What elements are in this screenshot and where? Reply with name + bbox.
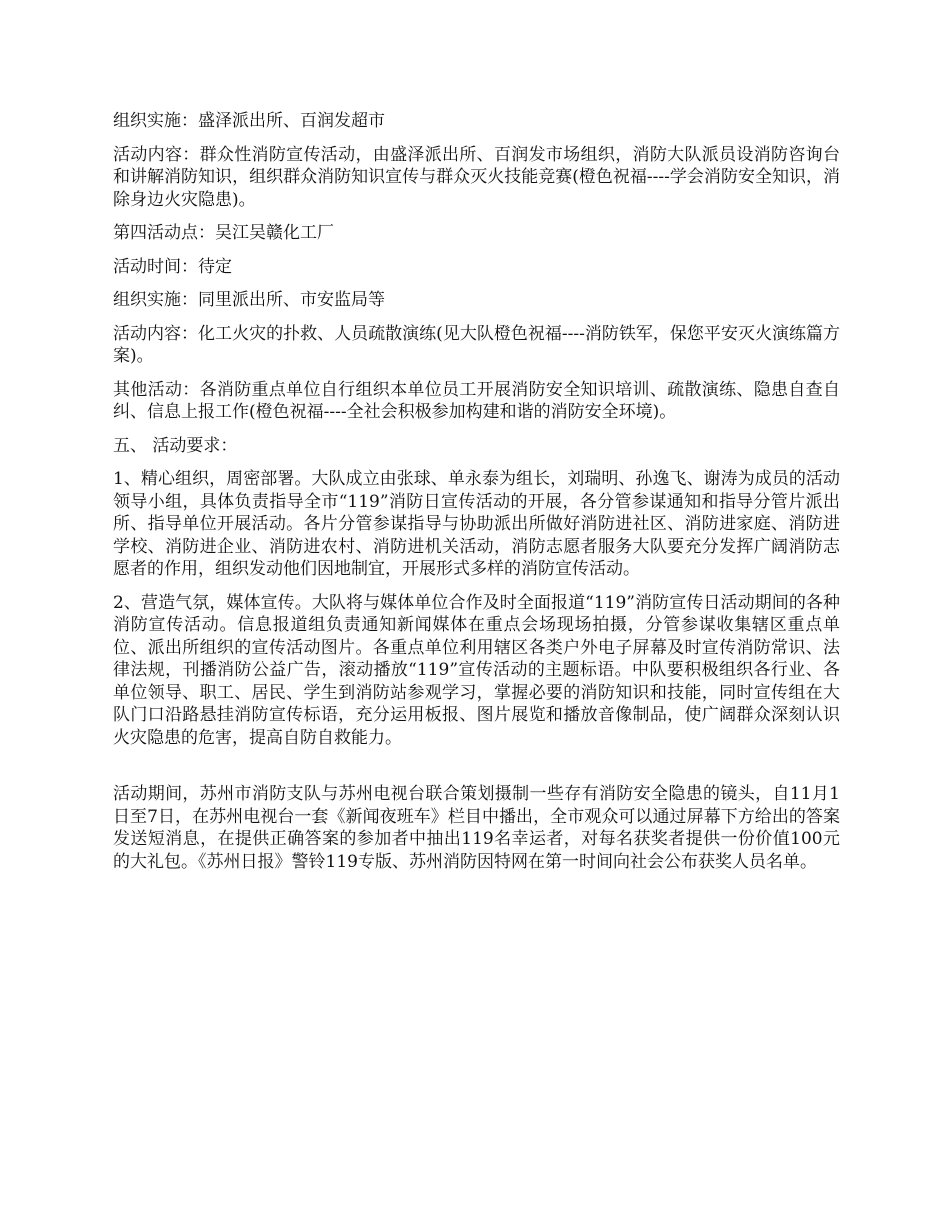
document-body <box>113 110 840 884</box>
paragraph-content-shengze: 活动内容：群众性消防宣传活动，由盛泽派出所、百润发市场组织，消防大队派员设消防咨询台和讲解消防知识，组织群众消防知识宣传与群众灭火技能竞赛(橙色祝福----学会消防安全知识，消除身边火灾隐患)。 <box>113 144 840 210</box>
paragraph-organizer-tongli: 组织实施：同里派出所、市安监局等 <box>113 290 385 310</box>
paragraph-content-chemical: 活动内容：化工火灾的扑救、人员疏散演练(见大队橙色祝福----消防铁军，保您平安灭火演练篇方案)。 <box>113 323 840 366</box>
paragraph-fourth-location: 第四活动点：吴江吴赣化工厂 <box>113 223 334 243</box>
paragraph-organizer-shengze: 组织实施：盛泽派出所、百润发超市 <box>113 111 385 131</box>
paragraph-activity-time: 活动时间：待定 <box>113 256 232 277</box>
paragraph-requirement-1: 1、精心组织，周密部署。大队成立由张球、单永泰为组长，刘瑞明、孙逸飞、谢涛为成员的活动领导小组，具体负责指导全市“119”消防日宣传活动的开展，各分管参谋通知和指导分管片派出所、指导单位开展活动。各片分管参谋指导与协助派出所做好消防进社区、消防进家庭、消防进学校、消防进企业、消防进农村、消防进机关活动，消防志愿者服务大队要充分发挥广阔消防志愿者的作用，组织发动他们因地制宜，开展形式多样的消防宣传活动。 <box>113 469 840 579</box>
section-heading-requirements: 五、 活动要求： <box>113 435 238 456</box>
paragraph-requirement-2: 2、营造气氛，媒体宣传。大队将与媒体单位合作及时全面报道“119”消防宣传日活动期间的各种消防宣传活动。信息报道组负责通知新闻媒体在重点会场现场拍摄，分管参谋收集辖区重点单位、派出所组织的宣传活动图片。各重点单位利用辖区各类户外电子屏幕及时宣传消防常识、法律法规，刊播消防公益广告，滚动播放“119”宣传活动的主题标语。中队要积极组织各行业、各单位领导、职工、居民、学生到消防站参观学习，掌握必要的消防知识和技能，同时宣传组在大队门口沿路悬挂消防宣传标语，充分运用板报、图片展览和播放音像制品，使广阔群众深刻认识火灾隐患的危害，提高自防自救能力。 <box>113 592 840 748</box>
paragraph-other-activities: 其他活动：各消防重点单位自行组织本单位员工开展消防安全知识培训、疏散演练、隐患自查自纠、信息上报工作(橙色祝福----全社会积极参加构建和谐的消防安全环境)。 <box>113 379 840 422</box>
paragraph-media-campaign: 活动期间，苏州市消防支队与苏州电视台联合策划摄制一些存有消防安全隐患的镜头，自11月1日至7日，在苏州电视台一套《新闻夜班车》栏目中播出，全市观众可以通过屏幕下方给出的答案发送短消息，在提供正确答案的参加者中抽出119名幸运者，对每名获奖者提供一份价值100元的大礼包。《苏州日报》警铃119专版、苏州消防因特网在第一时间向社会公布获奖人员名单。 <box>113 784 840 872</box>
